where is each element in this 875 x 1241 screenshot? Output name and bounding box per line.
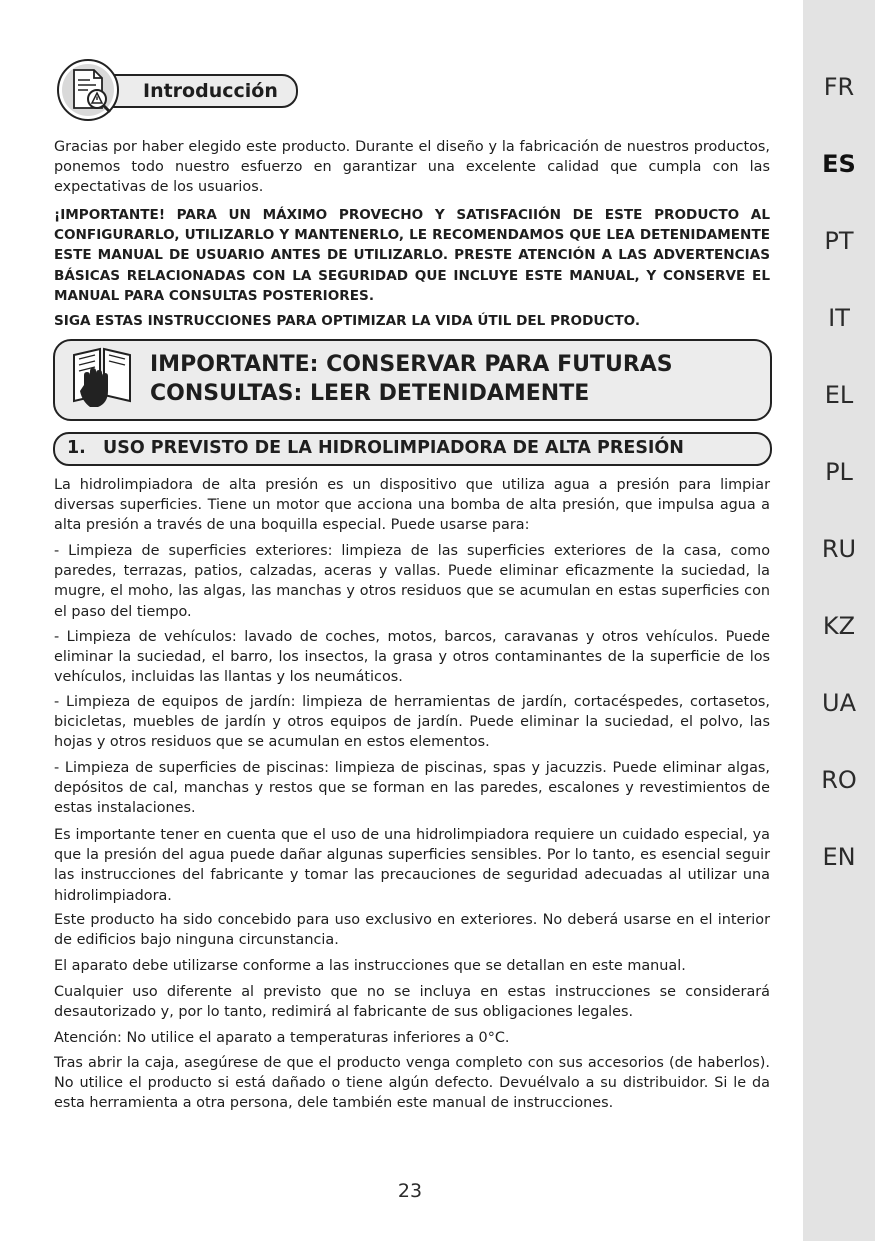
important-callout-line-1: IMPORTANTE: CONSERVAR PARA FUTURAS (150, 352, 673, 377)
language-tab-ru[interactable]: RU (821, 535, 857, 563)
language-tab-ro[interactable]: RO (821, 766, 857, 794)
section-paragraph: - Limpieza de superficies exteriores: limpieza de las superficies exteriores de la casa, como paredes, terrazas, patios, calzadas, aceras y vallas. Puede eliminar eficazmente la suciedad, la mugre, el moho, las algas, las manchas y otros residuos que se acumulan en estas superficies con el paso del tiempo. (54, 543, 770, 620)
language-tab-pt[interactable]: PT (824, 227, 854, 255)
language-tab-it[interactable]: IT (828, 304, 850, 332)
section-paragraph: Es importante tener en cuenta que el uso de una hidrolimpiadora requiere un cuidado especial, ya que la presión del agua puede dañar algunas superficies sensibles. Por lo tanto, es esencial seguir las instrucciones del fabricante y tomar las precauciones de seguridad adecuadas al utilizar una hidrolimpiadora. (54, 827, 770, 904)
read-manual-icon (70, 345, 134, 411)
section-paragraph: Cualquier uso diferente al previsto que no se incluya en estas instrucciones se considerará desautorizado y, por lo tanto, redimirá al fabricante de sus obligaciones legales. (54, 984, 770, 1021)
section-paragraph: Este producto ha sido concebido para uso exclusivo en exteriores. No deberá usarse en el interior de edificios bajo ninguna circunstancia. (54, 912, 770, 949)
document-warning-icon (56, 58, 120, 122)
section-paragraph: - Limpieza de equipos de jardín: limpieza de herramientas de jardín, cortacéspedes, cortasetos, bicicletas, muebles de jardín y otros equipos de jardín. Puede eliminar la suciedad, el polvo, las hojas y otros residuos que se acumulan en estos elementos. (54, 694, 770, 751)
important-callout-line-2: CONSULTAS: LEER DETENIDAMENTE (150, 381, 590, 406)
intro-title: Introducción (143, 80, 278, 102)
section-title: USO PREVISTO DE LA HIDROLIMPIADORA DE ALTA PRESIÓN (103, 438, 684, 458)
language-tab-el[interactable]: EL (824, 381, 854, 409)
language-tab-en[interactable]: EN (822, 843, 856, 871)
section-paragraph: - Limpieza de superficies de piscinas: limpieza de piscinas, spas y jacuzzis. Puede eliminar algas, depósitos de cal, manchas y restos que se forman en las paredes, escalones y revestimientos de estas instalaciones. (54, 760, 770, 817)
section-paragraph: - Limpieza de vehículos: lavado de coches, motos, barcos, caravanas y otros vehículos. Puede eliminar la suciedad, el barro, los insectos, la grasa y otros contaminantes de la superficie de los vehículos, incluidas las llantas y los neumáticos. (54, 629, 770, 686)
language-tab-pl[interactable]: PL (825, 458, 853, 486)
section-paragraph: La hidrolimpiadora de alta presión es un dispositivo que utiliza agua a presión para limpiar diversas superficies. Tiene un motor que acciona una bomba de alta presión, que impulsa agua a alta presión a través de una boquilla especial. Puede usarse para: (54, 477, 770, 534)
section-paragraph: El aparato debe utilizarse conforme a las instrucciones que se detallan en este manual. (54, 958, 686, 974)
language-tab-es[interactable]: ES (822, 150, 856, 178)
section-number: 1. (67, 438, 86, 458)
important-notice: ¡IMPORTANTE! PARA UN MÁXIMO PROVECHO Y SATISFACIIÓN DE ESTE PRODUCTO AL CONFIGURARLO, UTILIZARLO Y MANTENERLO, LE RECOMENDAMOS QUE LEA DETENIDAMENTE ESTE MANUAL DE USUARIO ANTES DE UTILIZARLO. PRESTE ATENCIÓN A LAS ADVERTENCIAS BÁSICAS RELACIONADAS CON LA SEGURIDAD QUE INCLUYE ESTE MANUAL, Y CONSERVE EL MANUAL PARA CONSULTAS POSTERIORES. (54, 207, 770, 304)
important-callout-text (150, 350, 750, 408)
section-paragraph: Atención: No utilice el aparato a temperaturas inferiores a 0°C. (54, 1030, 510, 1046)
language-sidebar (803, 0, 875, 1241)
language-tab-ua[interactable]: UA (822, 689, 856, 717)
follow-instructions-notice: SIGA ESTAS INSTRUCCIONES PARA OPTIMIZAR LA VIDA ÚTIL DEL PRODUCTO. (54, 313, 641, 329)
page-number: 23 (397, 1180, 423, 1202)
intro-paragraph: Gracias por haber elegido este producto. Durante el diseño y la fabricación de nuestros productos, ponemos todo nuestro esfuerzo en garantizar una excelente calidad que cumpla con las expectativas de los usuarios. (54, 139, 770, 196)
section-paragraph: Tras abrir la caja, asegúrese de que el producto venga completo con sus accesorios (de haberlos). No utilice el producto si está dañado o tiene algún defecto. Devuélvalo a su distribuidor. Si le da esta herramienta a otra persona, dele también este manual de instrucciones. (54, 1055, 770, 1112)
language-tab-fr[interactable]: FR (823, 73, 855, 101)
language-tab-kz[interactable]: KZ (822, 612, 856, 640)
